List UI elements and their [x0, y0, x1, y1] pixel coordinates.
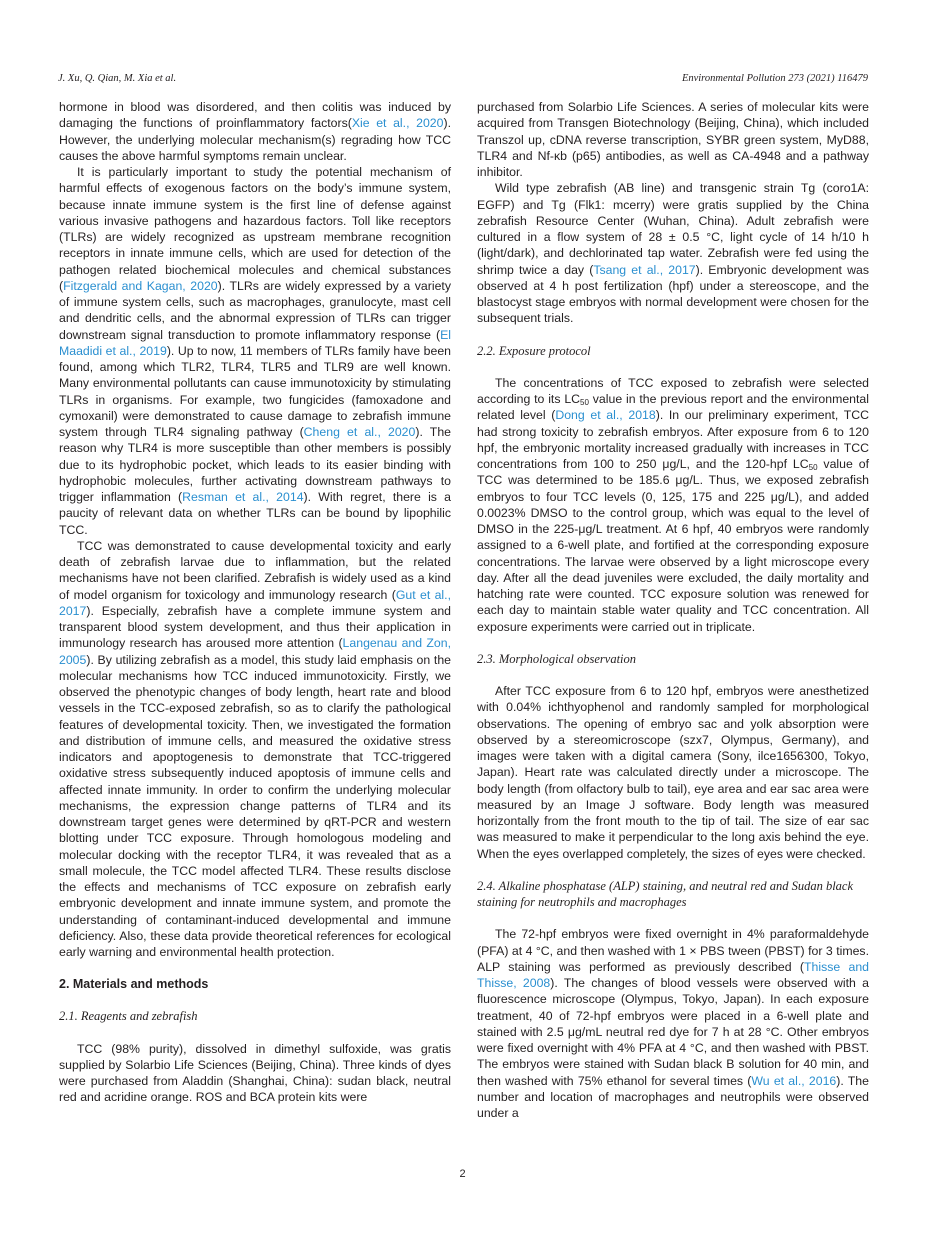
citation-link[interactable]: Cheng et al., 2020: [303, 425, 416, 439]
subsection-heading: 2.4. Alkaline phosphatase (ALP) staining, and neutral red and Sudan black staining for neutrophils and macrophages: [477, 878, 854, 909]
running-head-journal: Environmental Pollution 273 (2021) 116479: [681, 73, 868, 84]
citation-link[interactable]: El Maadidi et al., 2019: [59, 327, 451, 358]
right-column: [477, 99, 869, 1121]
text: ). The number and location of macrophages and neutrophils were observed under a: [477, 1073, 869, 1120]
paragraph: [59, 538, 451, 961]
subscript: 50: [808, 463, 818, 472]
citation-link[interactable]: Resman et al., 2014: [182, 490, 304, 504]
text: ). TLRs are widely expressed by a variety of immune system cells, such as macrophages, granulocyte, mast cell and dendritic cells, and the abnormal expression of TLRs can trigger downstream signal transduction to promote inflammatory response (: [59, 278, 452, 342]
citation-link[interactable]: Xie et al., 2020: [351, 116, 444, 131]
subsection-heading: 2.2. Exposure protocol: [477, 343, 591, 358]
section-heading: 2. Materials and methods: [59, 977, 209, 992]
citation-link[interactable]: Wu et al., 2016: [751, 1073, 837, 1088]
paragraph: [477, 375, 869, 635]
citation-link[interactable]: Thisse and Thisse, 2008: [477, 959, 869, 990]
paragraph: [477, 180, 869, 326]
text: ). Especially, zebrafish have a complete immune system and transparent blood system development, and thus their application in immunology research has aroused more attention (: [59, 603, 451, 651]
text: Wild type zebrafish (AB line) and transgenic strain Tg (coro1A: EGFP) and Tg (Flk1: mcerry) were gratis supplied by the China zebrafish Resource Center (Wuhan, China). Adult zebrafish were cultured in a flow system of 28 ± 0.5 °C, light cycle of 14 h/10 h (light/dark), and dechlorinated tap water. Zebrafish were fed using the shrimp twice a day (: [477, 181, 869, 277]
paragraph: TCC (98% purity), dissolved in dimethyl sulfoxide, was gratis supplied by Solarbio Life Sciences (Beijing, China). Three kinds of dyes were purchased from Aladdin (Shanghai, China): sudan black, neutral red and acridine orange. ROS and BCA protein kits were: [59, 1041, 451, 1105]
paragraph: [59, 164, 451, 538]
text: ). The reason why TLR4 is more susceptible than other members is possibly due to its hydrophobic pocket, which leads to its easier binding with hydrophobic molecules, further activating downstream pathways to trigger inflammation (: [59, 425, 451, 504]
page-number: 2: [459, 1168, 466, 1180]
citation-link[interactable]: Fitzgerald and Kagan, 2020: [63, 278, 218, 293]
text: The 72-hpf embryos were fixed overnight in 4% paraformaldehyde (PFA) at 4 °C, and then washed with 1 × PBS tween (PBST) for 3 times. ALP staining was performed as previously described (: [477, 927, 869, 974]
text: value in the previous report and the environmental related level (: [477, 392, 869, 423]
text: value of TCC was determined to be 185.6 μg/L. Thus, we exposed zebrafish embryos to four TCC levels (0, 125, 175 and 225 μg/L), and added 0.0023% DMSO to the control group, which was equal to the level of DMSO in the 225-μg/L treatment. At 6 hpf, 40 embryos were randomly assigned to a 6-well plate, and fortified at the corresponding exposure concentrations. The larvae were observed by a light microscope every day. After all the dead juveniles were excluded, the daily mortality and hatching rate were counted. TCC exposure solution was renewed for each day to maintain stable water quality and TCC concentration. All exposure experiments were carried out in triplicate.: [477, 457, 869, 634]
running-head-authors: J. Xu, Q. Qian, M. Xia et al.: [58, 73, 177, 84]
text: TCC was demonstrated to cause developmental toxicity and early death of zebrafish larvae due to inflammation, but the related mechanisms have not been clarified. Zebrafish is widely used as a kind of model organism for toxicology and immunology research (: [59, 538, 451, 602]
text: ). In our preliminary experiment, TCC had strong toxicity to zebrafish embryos. After exposure from 6 to 120 hpf, the embryonic mortality increased gradually with increases in TCC concentrations from 100 to 250 μg/L, and the 120-hpf LC: [477, 408, 869, 471]
text: ). Up to now, 11 members of TLRs family have been found, among which TLR2, TLR4, TLR5 and TLR9 are well known. Many environmental pollutants can cause immunotoxicity by stimulating TLRs in organisms. For example, two fungicides (famoxadone and cymoxanil) were demonstrated to cause damage to zebrafish immune system through TLR4 signaling pathway (: [59, 343, 451, 439]
subsection-heading: 2.3. Morphological observation: [477, 651, 637, 666]
citation-link[interactable]: Tsang et al., 2017: [593, 262, 696, 277]
text: ). With regret, there is a paucity of relevant data on whether TLRs can be bound by lipophilic TCC.: [59, 490, 451, 537]
text: ). The changes of blood vessels were observed with a fluorescence microscope (Olympus, Tokyo, Japan). In each exposure treatment, 40 of 72-hpf embryos were placed in a 6-well plate and stained with 2.5 μg/mL neutral red dye for 7 h at 28 °C. Other embryos were fixed overnight with 4% PFA at 4 °C, and then washed with PBST. The embryos were stained with Sudan black B solution for 40 min, and then washed with 75% ethanol for several times (: [477, 976, 869, 1088]
paragraph: purchased from Solarbio Life Sciences. A series of molecular kits were acquired from Transgen Biotechnology (Beijing, China), which included Transzol up, cDNA reverse transcription, SYBR green system, MyD88, TLR4 and Nf-κb (p65) antibodies, as well as CA-4948 and a pathway inhibitor.: [477, 100, 869, 179]
subsection-heading: 2.1. Reagents and zebrafish: [59, 1009, 198, 1024]
text: ). By utilizing zebrafish as a model, this study laid emphasis on the molecular mechanisms how TCC induced immunotoxicity. Firstly, we observed the phenotypic changes of body length, heart rate and blood vessels in the TCC-exposed zebrafish, so as to clarify the pathological features of developmental toxicity. Then, we investigated the formation and distribution of immune cells, and measured the oxidative stress indicators and apoptogenesis to demonstrate that TCC-triggered oxidative stress subsequently induced apoptosis of immune cells and affected innate immunity. In order to confirm the underlying molecular mechanisms, the expression change patterns of TLR4 and its downstream target genes were determined by qRT-PCR and western blotting under TCC exposure. Through homologous modeling and molecular docking with the receptor TLR4, it was revealed that as a small molecule, the TCC model affected TLR4. These results disclose the effects and mechanisms of TCC exposure on zebrafish early embryonic development and innate immune system, and promote the understanding of contaminant-induced developmental and immune deficiency. Also, these data provide theoretical references for ecological early warning and environmental health protection.: [59, 652, 451, 959]
left-column: [59, 99, 451, 1106]
paragraph: [59, 99, 451, 164]
paragraph: After TCC exposure from 6 to 120 hpf, embryos were anesthetized with 0.04% ichthyophenol and randomly sampled for morphological observations. The opening of embryo sac and yolk absorption were observed by a stereomicroscope (szx7, Olympus, Germany), and images were taken with a digital camera (Sony, ilce1656300, Tokyo, Japan). Heart rate was calculated directly under a microscope. The body length (from olfactory bulb to tail), eye area and ear sac area were measured by an Image J software. Body length was measured horizontally from the front mouth to the tip of tail. The size of ear sac was measured to make it perpendicular to the long axis behind the eye. When the eyes overlapped completely, the sizes of eyes were checked.: [477, 684, 869, 861]
citation-link[interactable]: Dong et al., 2018: [555, 408, 656, 423]
text: The concentrations of TCC exposed to zebrafish were selected according to its LC: [477, 375, 869, 406]
text: It is particularly important to study the potential mechanism of harmful effects of exogenous factors on the body’s immune system, because innate immune system is the first line of defense against various invasive pathogens and hazardous factors. Toll like receptors (TLRs) are widely recognized as upstream membrane recognition receptors in innate immune cells, which are used for detection of the pathogen related biochemical molecules and chemical substances (: [59, 165, 451, 293]
paragraph: [477, 926, 869, 1121]
text: ). However, the underlying molecular mechanism(s) regrading how TCC causes the above harmful symptoms remain unclear.: [59, 116, 451, 163]
citation-link[interactable]: Langenau and Zon, 2005: [59, 636, 451, 667]
citation-link[interactable]: Gut et al., 2017: [59, 587, 451, 618]
subscript: 50: [580, 398, 589, 407]
text: hormone in blood was disordered, and then colitis was induced by damaging the functions of proinflammatory factors(: [59, 100, 451, 131]
text: ). Embryonic development was observed at 4 h post fertilization (hpf) under a stereoscope, and the blastocyst stage embryos with normal development were chosen for the subsequent trials.: [477, 262, 869, 326]
